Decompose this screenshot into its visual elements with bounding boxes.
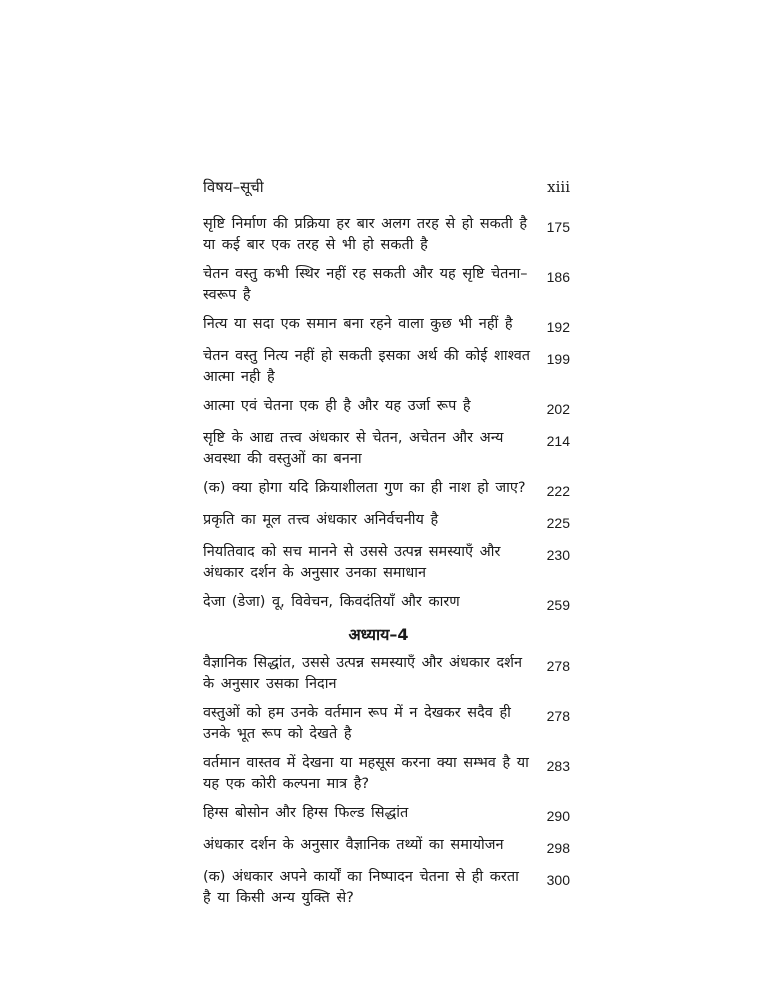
page-number-roman: xiii — [547, 178, 570, 196]
toc-entry-title: (क) अंधकार अपने कार्यों का निष्पादन चेतना से ही करता है या किसी अन्य युक्ति से? — [203, 869, 519, 906]
toc-entry-page-number: 290 — [546, 808, 570, 824]
toc-entry-page-number: 192 — [546, 319, 570, 335]
toc-entry-page-number: 283 — [546, 758, 570, 774]
toc-entry — [203, 396, 570, 420]
toc-entry — [203, 264, 570, 306]
toc-entry-title: देजा (डेजा) वू, विवेचन, किवदंतियाँ और कारण — [203, 594, 460, 610]
toc-entry — [203, 803, 570, 827]
running-header — [203, 176, 570, 200]
toc-entry-page-number: 199 — [546, 351, 570, 367]
toc-entry-page-number: 175 — [546, 219, 570, 235]
toc-entry-title: नियतिवाद को सच मानने से उससे उत्पन्न समस्याएँ और अंधकार दर्शन के अनुसार उनका समाधान — [203, 544, 501, 581]
toc-entry — [203, 703, 570, 745]
toc-entry-title: (क) क्या होगा यदि क्रियाशीलता गुण का ही नाश हो जाए? — [203, 480, 526, 496]
toc-entry-page-number: 298 — [546, 840, 570, 856]
toc-section-part1 — [203, 214, 570, 616]
toc-entry — [203, 214, 570, 256]
toc-entry — [203, 653, 570, 695]
toc-entry-title: वस्तुओं को हम उनके वर्तमान रूप में न देखकर सदैव ही उनके भूत रूप को देखते है — [203, 705, 511, 742]
toc-entry — [203, 314, 570, 338]
table-of-contents — [203, 214, 570, 917]
toc-entry — [203, 753, 570, 795]
toc-entry-title: प्रकृति का मूल तत्त्व अंधकार अनिर्वचनीय है — [203, 512, 439, 528]
toc-entry — [203, 835, 570, 859]
toc-entry-title: चेतन वस्तु नित्य नहीं हो सकती इसका अर्थ की कोई शाश्वत आत्मा नही है — [203, 348, 531, 385]
toc-entry-page-number: 225 — [546, 515, 570, 531]
toc-entry-title: सृष्टि निर्माण की प्रक्रिया हर बार अलग तरह से हो सकती है या कई बार एक तरह से भी हो सकती है — [203, 216, 528, 253]
toc-entry-page-number: 259 — [546, 597, 570, 613]
toc-entry-title: नित्य या सदा एक समान बना रहने वाला कुछ भी नहीं है — [203, 316, 513, 332]
toc-entry-page-number: 222 — [546, 483, 570, 499]
toc-section-part2 — [203, 653, 570, 909]
toc-entry-page-number: 230 — [546, 547, 570, 563]
toc-entry — [203, 478, 570, 502]
toc-entry-title: सृष्टि के आद्य तत्त्व अंधकार से चेतन, अचेतन और अन्य अवस्था की वस्तुओं का बनना — [203, 430, 504, 467]
toc-entry-title: वैज्ञानिक सिद्धांत, उससे उत्पन्न समस्याएँ और अंधकार दर्शन के अनुसार उसका निदान — [203, 655, 523, 692]
toc-entry — [203, 867, 570, 909]
toc-entry-page-number: 186 — [546, 269, 570, 285]
toc-entry-title: चेतन वस्तु कभी स्थिर नहीं रह सकती और यह सृष्टि चेतना–स्वरूप है — [203, 266, 528, 303]
section-title: विषय–सूची — [203, 178, 264, 196]
toc-entry — [203, 542, 570, 584]
toc-entry-title: हिग्स बोसोन और हिग्स फिल्ड सिद्धांत — [203, 805, 409, 821]
toc-entry — [203, 510, 570, 534]
toc-entry-page-number: 278 — [546, 708, 570, 724]
chapter-heading: अध्याय–4 — [348, 625, 409, 644]
toc-entry-title: वर्तमान वास्तव में देखना या महसूस करना क्या सम्भव है या यह एक कोरी कल्पना मात्र है? — [203, 755, 529, 792]
toc-entry — [203, 592, 570, 616]
toc-entry — [203, 346, 570, 388]
toc-entry-page-number: 300 — [546, 872, 570, 888]
toc-entry-page-number: 278 — [546, 658, 570, 674]
toc-entry-title: अंधकार दर्शन के अनुसार वैज्ञानिक तथ्यों का समायोजन — [203, 837, 504, 853]
toc-entry-page-number: 202 — [546, 401, 570, 417]
toc-entry-title: आत्मा एवं चेतना एक ही है और यह उर्जा रूप है — [203, 398, 471, 414]
toc-entry — [203, 428, 570, 470]
toc-entry-page-number: 214 — [546, 433, 570, 449]
